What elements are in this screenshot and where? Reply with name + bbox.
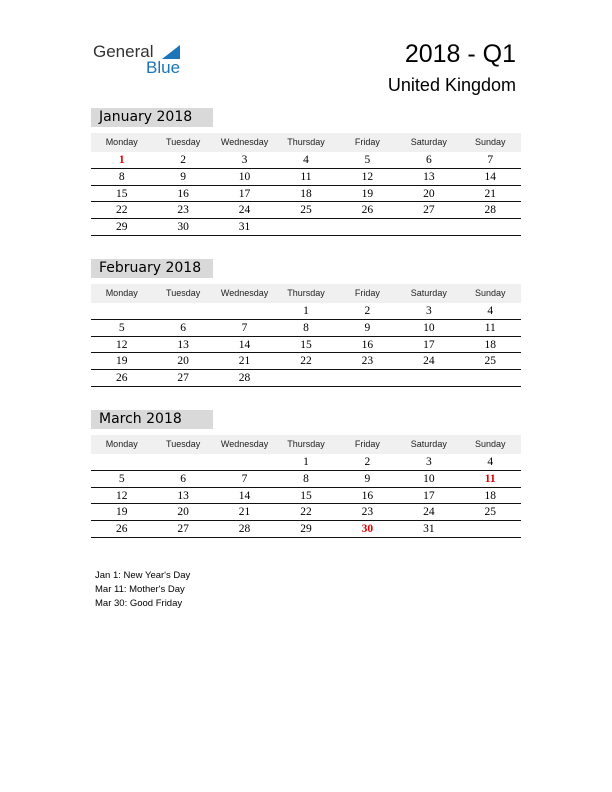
country-name: United Kingdom: [387, 75, 516, 95]
holiday-note: Mar 30: Good Friday: [95, 598, 183, 609]
weekday-label: Tuesday: [166, 137, 201, 147]
weekday-label: Wednesday: [220, 288, 269, 298]
logo-word-blue: Blue: [146, 58, 181, 77]
day-cell: 28: [484, 204, 496, 217]
weekday-label: Sunday: [474, 137, 506, 147]
day-cell: 7: [487, 154, 494, 166]
day-cell: 26: [115, 372, 128, 385]
weekday-label: Monday: [105, 439, 138, 449]
day-cell: 3: [425, 456, 432, 468]
day-cell: 7: [241, 472, 248, 485]
day-cell: 21: [484, 187, 496, 200]
day-cell: 31: [238, 221, 251, 234]
day-cell: 25: [484, 506, 496, 519]
day-cell: 2: [180, 154, 186, 166]
empty-day-cell: [152, 454, 213, 470]
week-row: [91, 219, 521, 236]
day-cell: 22: [300, 355, 312, 368]
day-cell: 5: [364, 154, 371, 166]
day-cell: 5: [118, 321, 125, 334]
weekday-label: Monday: [105, 288, 138, 298]
day-cell: 23: [361, 355, 374, 368]
day-cell: 3: [425, 305, 432, 317]
day-cell: 23: [361, 506, 374, 519]
day-cell: 25: [484, 355, 496, 368]
empty-day-cell: [152, 303, 213, 319]
logo-triangle-icon: [162, 45, 180, 59]
empty-day-cell: [214, 454, 275, 470]
empty-day-cell: [398, 219, 459, 235]
week-row: [91, 152, 521, 169]
day-cell: 10: [423, 321, 435, 334]
day-cell: 14: [484, 170, 496, 183]
empty-day-cell: [275, 219, 336, 235]
holiday-day-cell: 11: [484, 472, 496, 485]
logo-word-general: General: [93, 42, 154, 61]
empty-day-cell: [460, 521, 521, 537]
empty-day-cell: [214, 303, 275, 319]
day-cell: 5: [118, 472, 125, 485]
empty-day-cell: [91, 454, 152, 470]
week-row: [91, 488, 521, 505]
day-cell: 13: [423, 170, 435, 183]
week-row: [91, 353, 521, 370]
weekday-label: Thursday: [287, 288, 325, 298]
day-cell: 10: [238, 170, 251, 183]
weekday-label: Sunday: [474, 288, 506, 298]
day-cell: 18: [484, 338, 496, 351]
day-cell: 19: [115, 506, 128, 519]
day-cell: 17: [423, 489, 435, 502]
day-cell: 20: [177, 355, 189, 368]
day-cell: 2: [364, 456, 371, 468]
day-cell: 17: [238, 187, 251, 200]
day-cell: 20: [423, 187, 435, 200]
day-cell: 9: [180, 170, 186, 183]
day-cell: 8: [303, 321, 309, 334]
week-row: [91, 454, 521, 471]
weekday-label: Saturday: [410, 439, 447, 449]
day-cell: 15: [300, 338, 312, 351]
day-cell: 16: [361, 489, 374, 502]
month-title: January 2018: [91, 108, 213, 127]
day-cell: 4: [487, 456, 494, 468]
empty-day-cell: [337, 219, 398, 235]
day-cell: 24: [423, 506, 435, 519]
empty-day-cell: [337, 370, 398, 386]
weekday-label: Monday: [105, 137, 138, 147]
weekday-label: Friday: [354, 439, 380, 449]
day-cell: 2: [364, 305, 371, 317]
day-cell: 25: [300, 204, 312, 217]
empty-day-cell: [91, 303, 152, 319]
day-cell: 21: [238, 355, 251, 368]
week-row: [91, 521, 521, 538]
week-row: [91, 471, 521, 488]
day-cell: 11: [300, 170, 312, 183]
day-cell: 26: [115, 523, 128, 536]
day-cell: 8: [118, 170, 125, 183]
day-cell: 29: [115, 221, 128, 234]
day-cell: 21: [238, 506, 251, 519]
month-title: March 2018: [91, 410, 213, 429]
day-cell: 31: [423, 523, 435, 536]
day-cell: 10: [423, 472, 435, 485]
week-row: [91, 303, 521, 320]
day-cell: 8: [303, 472, 309, 485]
page-title: 2018 - Q1: [404, 40, 516, 68]
day-cell: 6: [180, 321, 186, 334]
day-cell: 28: [238, 523, 251, 536]
empty-day-cell: [275, 370, 336, 386]
day-cell: 1: [303, 456, 309, 468]
empty-day-cell: [460, 219, 521, 235]
day-cell: 29: [300, 523, 312, 536]
day-cell: 6: [180, 472, 186, 485]
day-cell: 9: [364, 321, 371, 334]
weekday-label: Tuesday: [166, 288, 201, 298]
empty-day-cell: [460, 370, 521, 386]
day-cell: 17: [423, 338, 435, 351]
day-cell: 6: [425, 154, 432, 166]
day-cell: 26: [361, 204, 374, 217]
weekday-label: Friday: [354, 137, 380, 147]
holiday-note: Mar 11: Mother's Day: [95, 584, 185, 595]
weekday-label: Saturday: [410, 288, 447, 298]
day-cell: 24: [423, 355, 435, 368]
weekday-label: Friday: [354, 288, 380, 298]
month-march: [91, 410, 521, 538]
day-cell: 13: [177, 338, 189, 351]
week-row: [91, 202, 521, 219]
day-cell: 23: [177, 204, 189, 217]
weekday-header: [91, 133, 521, 152]
day-cell: 14: [238, 489, 251, 502]
day-cell: 15: [300, 489, 312, 502]
day-cell: 24: [238, 204, 251, 217]
weekday-label: Saturday: [410, 137, 447, 147]
generalblue-logo: [93, 42, 193, 78]
day-cell: 11: [484, 321, 496, 334]
day-cell: 9: [364, 472, 371, 485]
holiday-notes: [95, 569, 190, 611]
day-cell: 28: [238, 372, 251, 385]
day-cell: 12: [115, 338, 128, 351]
weekday-label: Sunday: [474, 439, 506, 449]
day-cell: 18: [300, 187, 312, 200]
day-cell: 30: [177, 221, 189, 234]
empty-day-cell: [398, 370, 459, 386]
day-cell: 14: [238, 338, 251, 351]
day-cell: 13: [177, 489, 189, 502]
day-cell: 20: [177, 506, 189, 519]
weekday-label: Thursday: [287, 137, 325, 147]
weekday-label: Tuesday: [166, 439, 201, 449]
day-cell: 4: [487, 305, 494, 317]
month-title: February 2018: [91, 259, 213, 278]
week-row: [91, 337, 521, 354]
day-cell: 27: [177, 372, 189, 385]
day-cell: 27: [177, 523, 189, 536]
day-cell: 12: [115, 489, 128, 502]
holiday-note: Jan 1: New Year's Day: [95, 570, 191, 581]
day-cell: 18: [484, 489, 496, 502]
week-row: [91, 320, 521, 337]
holiday-day-cell: 30: [361, 523, 374, 536]
day-cell: 16: [177, 187, 189, 200]
day-cell: 22: [115, 204, 128, 217]
day-cell: 27: [423, 204, 435, 217]
month-february: [91, 259, 521, 387]
weekday-label: Thursday: [287, 439, 325, 449]
day-cell: 12: [361, 170, 374, 183]
day-cell: 16: [361, 338, 374, 351]
month-january: [91, 108, 521, 236]
week-row: [91, 169, 521, 186]
holiday-day-cell: 1: [118, 154, 125, 166]
day-cell: 1: [303, 305, 309, 317]
weekday-label: Wednesday: [220, 439, 269, 449]
weekday-header: [91, 435, 521, 454]
day-cell: 22: [300, 506, 312, 519]
day-cell: 7: [241, 321, 248, 334]
week-row: [91, 370, 521, 387]
day-cell: 15: [115, 187, 128, 200]
day-cell: 19: [361, 187, 374, 200]
day-cell: 3: [241, 154, 248, 166]
weekday-label: Wednesday: [220, 137, 269, 147]
week-row: [91, 504, 521, 521]
week-row: [91, 186, 521, 203]
day-cell: 4: [303, 154, 309, 166]
weekday-header: [91, 284, 521, 303]
day-cell: 19: [115, 355, 128, 368]
